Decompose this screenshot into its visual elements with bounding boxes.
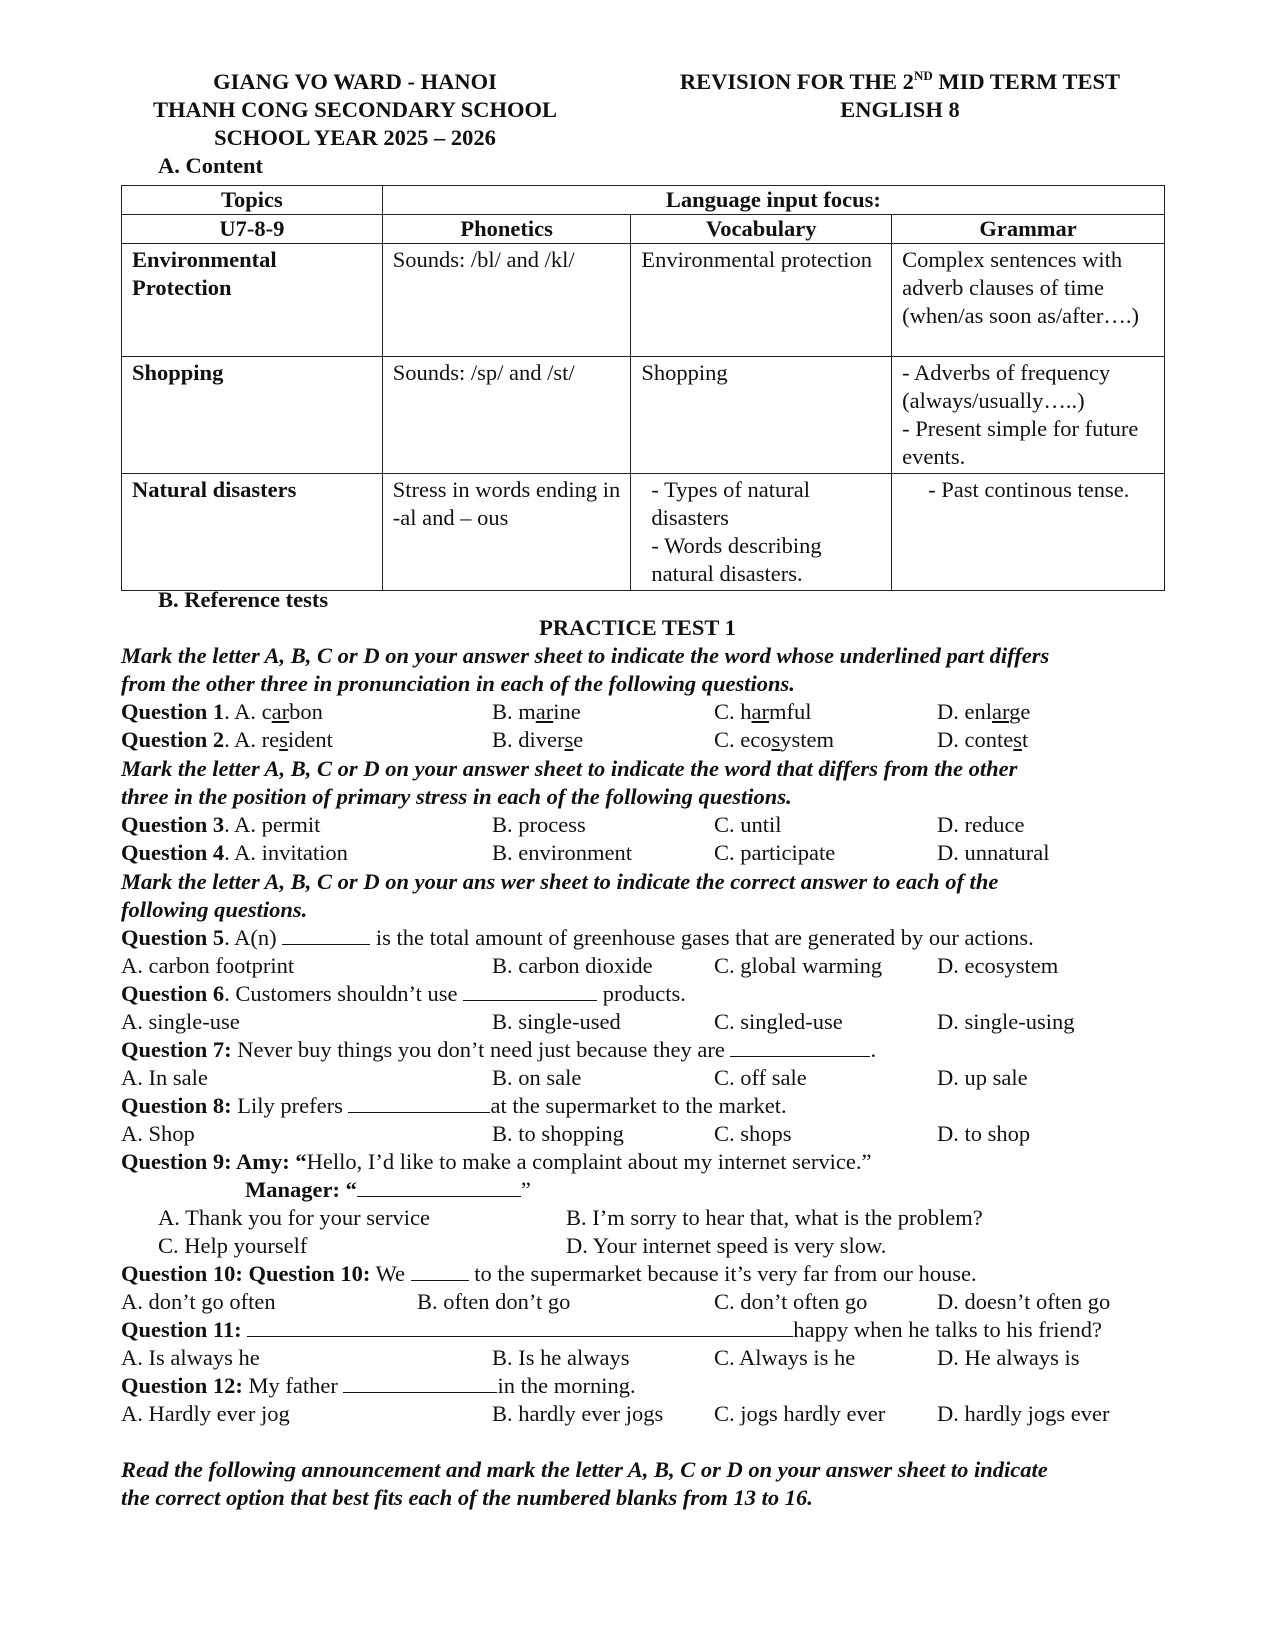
option-b[interactable]: B. often don’t go xyxy=(417,1289,571,1314)
section-b-heading: B. Reference tests xyxy=(158,587,329,612)
grammar-cell xyxy=(892,357,1165,474)
table-row xyxy=(122,474,1165,591)
school-ward: GIANG VO WARD - HANOI xyxy=(213,69,497,94)
instruction-stress-cont: three in the position of primary stress in each of the following questions. xyxy=(121,784,792,809)
question-5: Question 5. A(n) is the total amount of greenhouse gases that are generated by our actions. xyxy=(121,925,1034,950)
header-phonetics: Phonetics xyxy=(382,215,631,244)
option-a[interactable]: A. Is always he xyxy=(121,1345,260,1370)
instruction-correct-answer: Mark the letter A, B, C or D on your ans wer sheet to indicate the correct answer to each of the xyxy=(121,869,999,894)
option-b[interactable]: B. marine xyxy=(492,699,581,724)
grammar-cell: - Past continous tense. xyxy=(892,474,1165,591)
school-name: THANH CONG SECONDARY SCHOOL xyxy=(152,97,558,122)
vocabulary-item: - Words describing natural disasters. xyxy=(651,533,822,586)
phonetics-cell: Sounds: /sp/ and /st/ xyxy=(382,357,631,474)
grammar-item: - Adverbs of frequency (always/usually…..) xyxy=(902,360,1111,413)
vocabulary-cell: Environmental protection xyxy=(631,244,892,357)
subject-title: ENGLISH 8 xyxy=(840,97,960,122)
option-d[interactable]: D. ecosystem xyxy=(937,953,1059,978)
instruction-pronunciation: Mark the letter A, B, C or D on your answer sheet to indicate the word whose underlined part differs xyxy=(121,643,1050,668)
section-a-heading: A. Content xyxy=(158,153,263,178)
option-b[interactable]: B. environment xyxy=(492,840,632,865)
manager-line: Manager: “ ” xyxy=(245,1177,531,1202)
option-c[interactable]: C. Always is he xyxy=(714,1345,856,1370)
vocabulary-cell xyxy=(631,474,892,591)
instruction-announcement: Read the following announcement and mark the letter A, B, C or D on your answer sheet to indicate xyxy=(121,1457,1048,1482)
vocabulary-item: - Types of natural disasters xyxy=(651,477,810,530)
topic-cell: Shopping xyxy=(122,357,383,474)
test-title: REVISION FOR THE 2ND MID TERM TEST xyxy=(679,68,1121,94)
answer-blank[interactable] xyxy=(411,1262,469,1281)
header-vocabulary: Vocabulary xyxy=(631,215,892,244)
table-row xyxy=(122,357,1165,474)
answer-blank[interactable] xyxy=(463,982,597,1001)
option-b[interactable]: B. to shopping xyxy=(492,1121,624,1146)
option-a[interactable]: A. resident xyxy=(234,727,333,752)
school-year: SCHOOL YEAR 2025 – 2026 xyxy=(214,125,496,150)
option-a[interactable]: A. carbon footprint xyxy=(121,953,295,978)
answer-blank[interactable] xyxy=(343,1374,497,1393)
option-b[interactable]: B. diverse xyxy=(492,727,584,752)
option-a[interactable]: A. don’t go often xyxy=(121,1289,276,1314)
instruction-correct-answer-cont: following questions. xyxy=(121,897,308,922)
option-d[interactable]: D. contest xyxy=(937,727,1029,752)
option-a[interactable]: A. single-use xyxy=(121,1009,240,1034)
option-d[interactable]: D. enlarge xyxy=(937,699,1031,724)
instruction-stress: Mark the letter A, B, C or D on your answer sheet to indicate the word that differs from the other xyxy=(121,756,1018,781)
option-a[interactable]: A. Shop xyxy=(121,1121,195,1146)
grammar-item: - Present simple for future events. xyxy=(902,416,1139,469)
option-c[interactable]: C. harmful xyxy=(714,699,812,724)
answer-blank[interactable] xyxy=(348,1094,490,1113)
table-row xyxy=(122,244,1165,357)
option-d[interactable]: D. He always is xyxy=(937,1345,1080,1370)
option-c[interactable]: C. ecosystem xyxy=(714,727,834,752)
option-c[interactable]: C. off sale xyxy=(714,1065,807,1090)
instruction-announcement-cont: the correct option that best fits each of the numbered blanks from 13 to 16. xyxy=(121,1485,813,1510)
header-grammar: Grammar xyxy=(892,215,1165,244)
answer-blank[interactable] xyxy=(247,1318,793,1337)
topic-cell: Environmental Protection xyxy=(122,244,383,357)
answer-blank[interactable] xyxy=(730,1038,870,1057)
option-b[interactable]: B. hardly ever jogs xyxy=(492,1401,664,1426)
question-10: Question 10: Question 10: We to the supermarket because it’s very far from our house. xyxy=(121,1261,977,1286)
content-table xyxy=(121,185,1165,591)
option-d[interactable]: D. single-using xyxy=(937,1009,1075,1034)
phonetics-cell: Sounds: /bl/ and /kl/ xyxy=(382,244,631,357)
option-c[interactable]: C. singled-use xyxy=(714,1009,843,1034)
option-b[interactable]: B. I’m sorry to hear that, what is the problem? xyxy=(566,1205,983,1230)
header-units: U7-8-9 xyxy=(122,215,383,244)
question-1: Question 1. A. carbon xyxy=(121,699,323,724)
option-d[interactable]: D. doesn’t often go xyxy=(937,1289,1111,1314)
grammar-cell: Complex sentences with adverb clauses of time (when/as soon as/after….) xyxy=(892,244,1165,357)
option-a[interactable]: A. Thank you for your service xyxy=(158,1205,431,1230)
option-c[interactable]: C. global warming xyxy=(714,953,883,978)
answer-blank[interactable] xyxy=(282,926,370,945)
option-c[interactable]: C. don’t often go xyxy=(714,1289,868,1314)
question-6: Question 6. Customers shouldn’t use products. xyxy=(121,981,686,1006)
option-d[interactable]: D. reduce xyxy=(937,812,1025,837)
topic-cell: Natural disasters xyxy=(122,474,383,591)
option-b[interactable]: B. Is he always xyxy=(492,1345,630,1370)
option-a[interactable]: A. carbon xyxy=(234,699,323,724)
option-d[interactable]: D. to shop xyxy=(937,1121,1031,1146)
option-d[interactable]: D. Your internet speed is very slow. xyxy=(566,1233,887,1258)
option-c[interactable]: C. participate xyxy=(714,840,836,865)
option-d[interactable]: D. hardly jogs ever xyxy=(937,1401,1110,1426)
option-a[interactable]: A. invitation xyxy=(234,840,348,865)
option-c[interactable]: C. Help yourself xyxy=(158,1233,308,1258)
option-b[interactable]: B. process xyxy=(492,812,586,837)
question-12: Question 12: My father in the morning. xyxy=(121,1373,636,1398)
practice-test-title: PRACTICE TEST 1 xyxy=(539,615,736,640)
option-a[interactable]: A. permit xyxy=(234,812,321,837)
option-b[interactable]: B. carbon dioxide xyxy=(492,953,653,978)
question-8: Question 8: Lily prefers at the supermarket to the market. xyxy=(121,1093,787,1118)
question-4: Question 4. A. invitation xyxy=(121,840,348,865)
option-b[interactable]: B. on sale xyxy=(492,1065,582,1090)
instruction-pronunciation-cont: from the other three in pronunciation in each of the following questions. xyxy=(121,671,795,696)
question-11: Question 11: happy when he talks to his friend? xyxy=(121,1317,1102,1342)
option-c[interactable]: C. until xyxy=(714,812,782,837)
option-c[interactable]: C. shops xyxy=(714,1121,792,1146)
question-9: Question 9: Amy: “Hello, I’d like to make a complaint about my internet service.” xyxy=(121,1149,872,1174)
vocabulary-cell: Shopping xyxy=(631,357,892,474)
option-a[interactable]: A. In sale xyxy=(121,1065,208,1090)
header-topics: Topics xyxy=(122,186,383,215)
phonetics-cell: Stress in words ending in -al and – ous xyxy=(382,474,631,591)
question-3: Question 3. A. permit xyxy=(121,812,321,837)
option-c[interactable]: C. jogs hardly ever xyxy=(714,1401,886,1426)
question-2: Question 2. A. resident xyxy=(121,727,333,752)
option-a[interactable]: A. Hardly ever jog xyxy=(121,1401,290,1426)
answer-blank[interactable] xyxy=(357,1178,521,1197)
option-b[interactable]: B. single-used xyxy=(492,1009,621,1034)
question-7: Question 7: Never buy things you don’t need just because they are . xyxy=(121,1037,877,1062)
option-d[interactable]: D. unnatural xyxy=(937,840,1050,865)
header-language-focus: Language input focus: xyxy=(382,186,1164,215)
option-d[interactable]: D. up sale xyxy=(937,1065,1028,1090)
